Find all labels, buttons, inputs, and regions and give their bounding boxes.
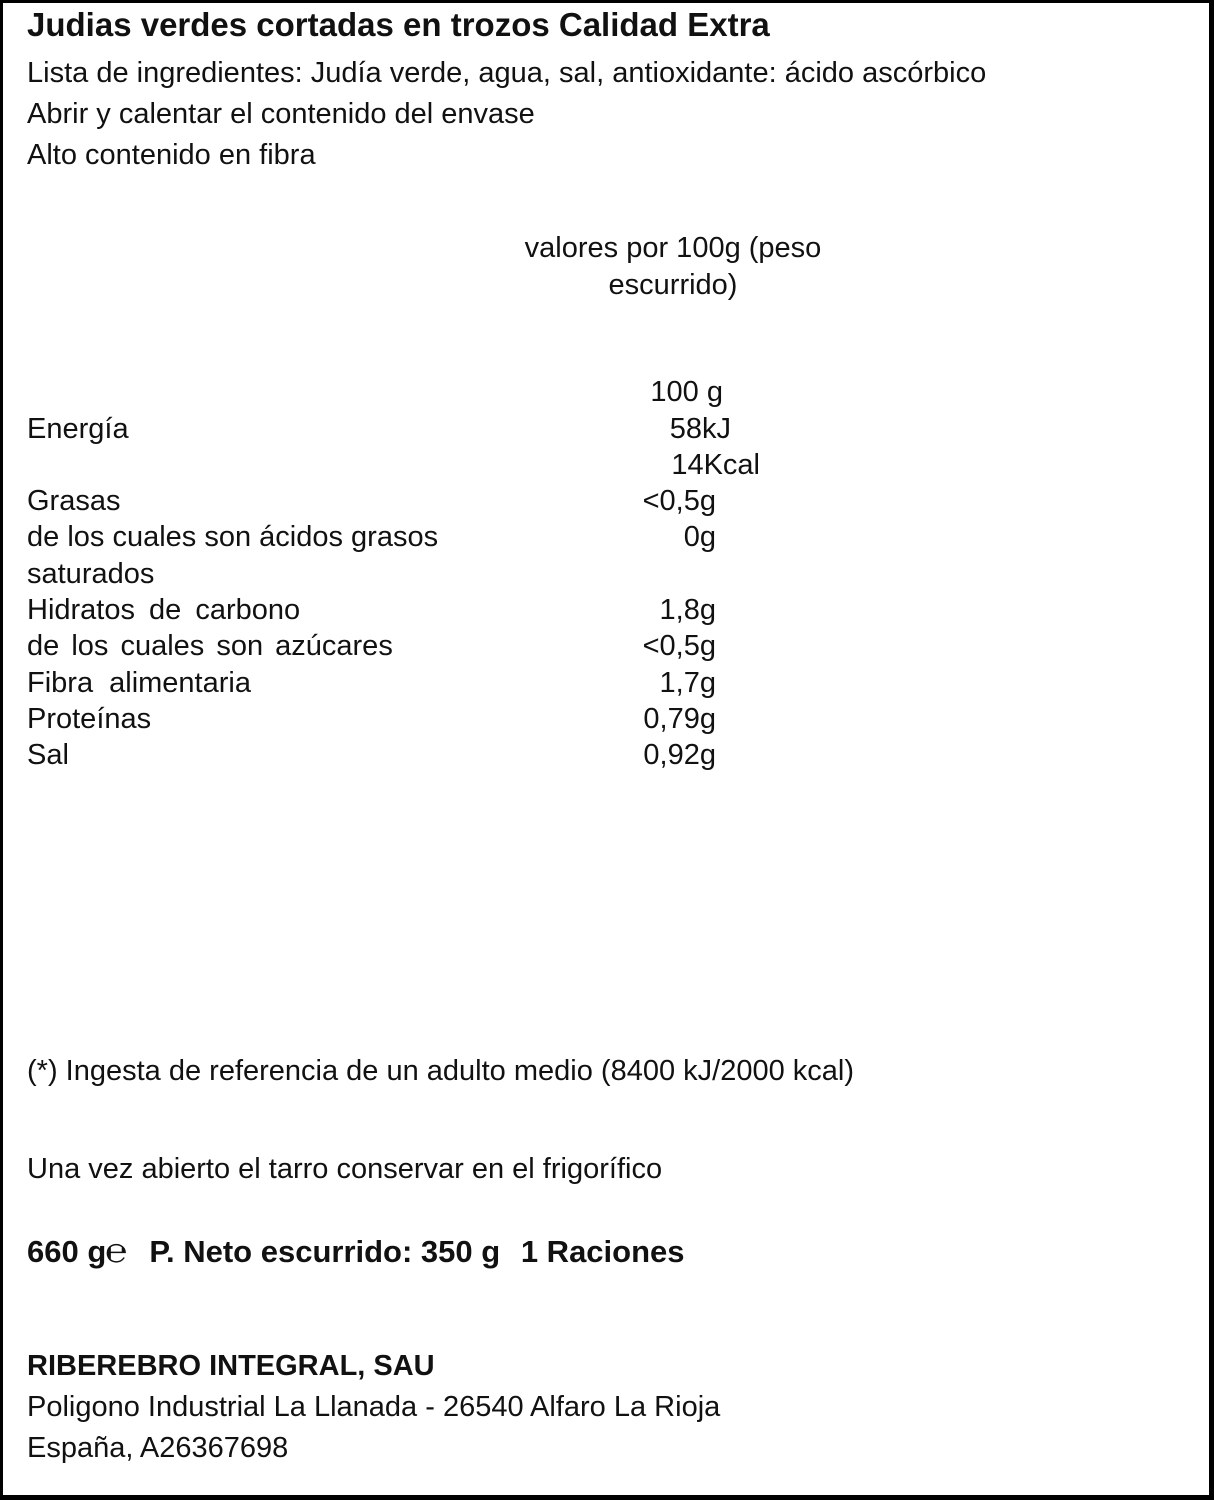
nutrient-label: Sal	[27, 739, 69, 771]
nutrient-value: 58kJ	[669, 413, 731, 445]
nutrient-label: de los cuales son azúcares	[27, 630, 393, 662]
reference-intake-footnote: (*) Ingesta de referencia de un adulto medio (8400 kJ/2000 kcal)	[27, 1055, 854, 1087]
manufacturer-country-id: España, A26367698	[27, 1432, 289, 1464]
nutrient-label: saturados	[27, 558, 155, 590]
nutrient-label: Proteínas	[27, 703, 152, 735]
nutrient-value: 14Kcal	[671, 449, 760, 481]
servings-count: 1 Raciones	[520, 1234, 685, 1269]
manufacturer-name: RIBEREBRO INTEGRAL, SAU	[27, 1350, 435, 1382]
nutrient-value: 0,79g	[643, 703, 716, 735]
nutrient-label: de los cuales son ácidos grasos	[27, 521, 439, 553]
portion-size: 100 g	[650, 376, 723, 408]
nutrition-header-line1: valores por 100g (peso	[524, 232, 822, 264]
instructions-text: Abrir y calentar el contenido del envase	[27, 98, 535, 130]
nutrient-label: Hidratos de carbono	[27, 594, 301, 626]
nutrient-label: Grasas	[27, 485, 121, 517]
nutrient-value: <0,5g	[642, 630, 716, 662]
nutrient-value: 1,8g	[659, 594, 716, 626]
weights-line	[27, 1231, 685, 1272]
drained-weight: P. Neto escurrido: 350 g	[149, 1234, 501, 1269]
nutrient-value: <0,5g	[642, 485, 716, 517]
nutrient-value: 1,7g	[659, 667, 716, 699]
product-title: Judias verdes cortadas en trozos Calidad Extra	[27, 6, 770, 43]
nutrient-value: 0,92g	[643, 739, 716, 771]
estimated-sign-icon: ℮	[105, 1231, 128, 1271]
manufacturer-address: Poligono Industrial La Llanada - 26540 Alfaro La Rioja	[27, 1391, 721, 1423]
claim-text: Alto contenido en fibra	[27, 139, 316, 171]
ingredients-text: Lista de ingredientes: Judía verde, agua, sal, antioxidante: ácido ascórbico	[27, 57, 987, 89]
nutrition-header-line2: escurrido)	[608, 269, 738, 301]
nutrient-label: Fibra alimentaria	[27, 667, 251, 699]
storage-instructions: Una vez abierto el tarro conservar en el frigorífico	[27, 1153, 663, 1185]
nutrient-value: 0g	[683, 521, 716, 553]
nutrient-label: Energía	[27, 413, 129, 445]
net-weight: 660 g	[27, 1234, 107, 1269]
